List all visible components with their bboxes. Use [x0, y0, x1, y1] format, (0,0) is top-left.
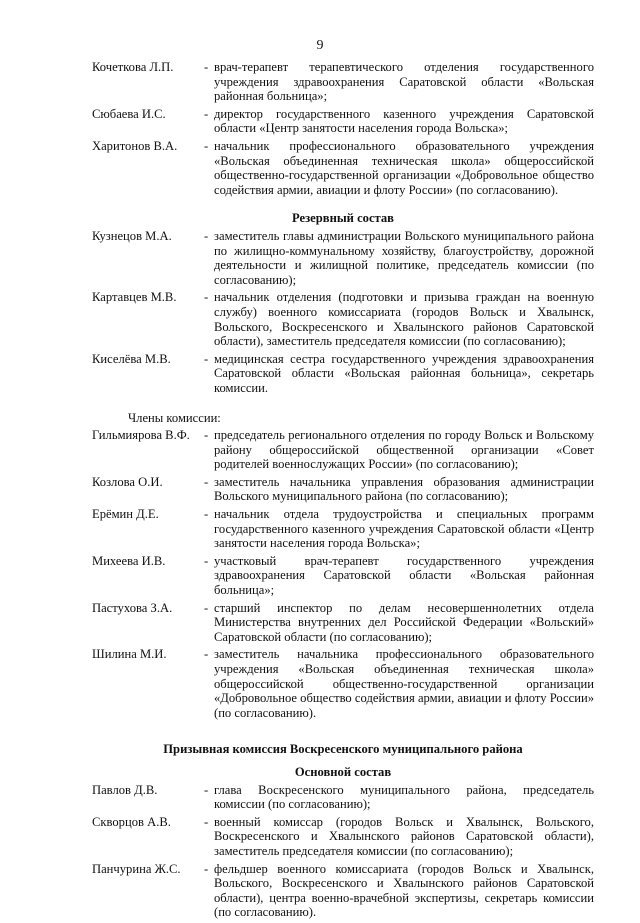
member-position: военный комиссар (городов Вольск и Хвалынск, Вольского, Воскресенского и Хвалынского районов Саратовской области), заместитель председателя комиссии (по согласованию);	[214, 814, 594, 858]
member-name: Шилина М.И.	[92, 647, 167, 662]
dash-separator: -	[204, 228, 209, 243]
member-entry	[92, 107, 594, 136]
member-position: старший инспектор по делам несовершеннолетних отдела Министерства внутренних дел Российской Федерации «Вольский» Саратовской области (по согласованию);	[214, 600, 594, 644]
member-name: Киселёва М.В.	[92, 351, 171, 366]
commission-heading: Призывная комиссия Воскресенского муниципального района	[163, 742, 523, 757]
member-position: директор государственного казенного учреждения Саратовской области «Центр занятости населения города Вольска»;	[214, 106, 594, 136]
member-entry	[92, 229, 594, 287]
member-entry	[92, 554, 594, 598]
member-position: начальник отделения (подготовки и призыва граждан на военную службу) военного комиссариата (городов Вольск и Хвалынск, Вольского, Воскресенского и Хвалынского районов Саратовской области), заместитель председателя комиссии (по согласованию);	[214, 290, 594, 349]
reserve-heading: Резервный состав	[292, 211, 394, 226]
member-entry	[92, 428, 594, 472]
member-name: Павлов Д.В.	[92, 782, 158, 797]
member-name: Картавцев М.В.	[92, 290, 177, 305]
member-entry	[92, 601, 594, 645]
dash-separator: -	[204, 428, 209, 443]
members-list	[92, 428, 594, 720]
dash-separator: -	[204, 507, 209, 522]
member-position: начальник отдела трудоустройства и специальных программ государственного казенного учреждения Саратовской области «Центр занятости населения города Вольска»;	[214, 507, 594, 551]
member-position: начальник профессионального образовательного учреждения «Вольская объединенная техническая школа» общероссийской общественно-государственной организации «Добровольное общество содействия армии, авиации и флоту России» (по согласованию).	[214, 138, 594, 197]
member-entry	[92, 60, 594, 104]
member-position: врач-терапевт терапевтического отделения государственного учреждения здравоохранения Саратовской области «Вольская районная больница»;	[214, 60, 594, 104]
member-name: Кузнецов М.А.	[92, 228, 172, 243]
dash-separator: -	[204, 290, 209, 305]
member-position: заместитель начальника управления образования администрации Вольского муниципального района (по согласованию);	[214, 474, 594, 504]
member-name: Сюбаева И.С.	[92, 106, 166, 121]
main-composition-list	[92, 783, 594, 920]
dash-separator: -	[204, 60, 209, 74]
member-position: заместитель главы администрации Вольского муниципального района по жилищно-коммунальному хозяйству, благоустройству, дорожной деятельности и жилищной политике, председатель комиссии (по согласованию);	[214, 228, 594, 287]
member-entry	[92, 290, 594, 348]
member-name: Пастухова З.А.	[92, 600, 173, 615]
dash-separator: -	[204, 351, 209, 366]
main-composition-heading: Основной состав	[294, 764, 392, 779]
member-name: Михеева И.В.	[92, 553, 166, 568]
dash-separator: -	[204, 138, 209, 153]
member-name: Гильмиярова В.Ф.	[92, 428, 190, 443]
member-entry	[92, 815, 594, 859]
member-name: Панчурина Ж.С.	[92, 861, 181, 876]
member-entry	[92, 475, 594, 504]
member-entry	[92, 862, 594, 920]
member-entry	[92, 783, 594, 812]
dash-separator: -	[204, 106, 209, 121]
commission-list-continued	[92, 60, 594, 197]
member-position: глава Воскресенского муниципального района, председатель комиссии (по согласованию);	[214, 782, 594, 812]
member-name: Харитонов В.А.	[92, 138, 178, 153]
member-position: председатель регионального отделения по городу Вольск и Вольскому району общероссийской общественной организации «Совет родителей военнослужащих России» (по согласованию);	[214, 428, 594, 472]
member-name: Скворцов А.В.	[92, 814, 171, 829]
dash-separator: -	[204, 600, 209, 615]
reserve-list	[92, 229, 594, 396]
member-entry	[92, 352, 594, 396]
page-number: 9	[316, 38, 324, 53]
dash-separator: -	[204, 782, 209, 797]
dash-separator: -	[204, 814, 209, 829]
dash-separator: -	[204, 474, 209, 489]
member-position: заместитель начальника профессионального образовательного учреждения «Вольская объединенная техническая школа» общероссийской общественно-государственной организации «Добровольное общество содействия армии, авиации и флоту России» (по согласованию).	[214, 647, 594, 720]
member-entry	[92, 139, 594, 197]
member-entry	[92, 647, 594, 720]
member-name: Ерёмин Д.Е.	[92, 507, 159, 522]
member-position: медицинская сестра государственного учреждения здравоохранения Саратовской области «Вольская районная больница», секретарь комиссии.	[214, 351, 594, 395]
document-body	[92, 60, 594, 923]
member-name: Козлова О.И.	[92, 474, 163, 489]
dash-separator: -	[204, 553, 209, 568]
member-position: участковый врач-терапевт государственного учреждения здравоохранения Саратовской области «Вольская районная больница»;	[214, 553, 594, 597]
member-entry	[92, 507, 594, 551]
member-position: фельдшер военного комиссариата (городов Вольск и Хвалынск, Вольского, Воскресенского и Хвалынского районов Саратовской области), центра военно-врачебной экспертизы, секретарь комиссии (по согласованию).	[214, 861, 594, 920]
dash-separator: -	[204, 647, 209, 662]
dash-separator: -	[204, 861, 209, 876]
members-label: Члены комиссии:	[128, 411, 221, 426]
member-name: Кочеткова Л.П.	[92, 60, 174, 74]
